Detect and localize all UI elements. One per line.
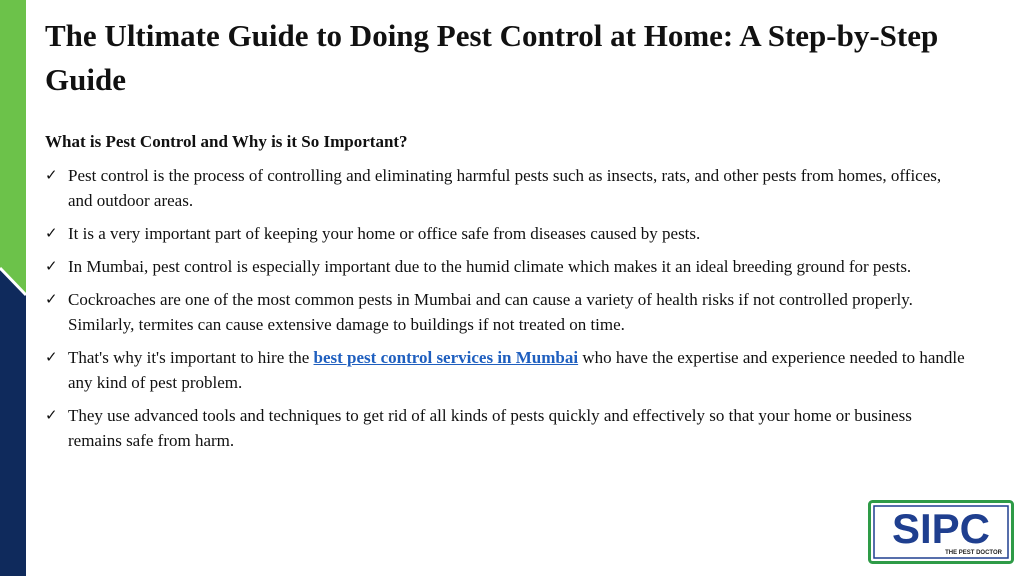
- checkmark-icon: ✓: [45, 166, 58, 184]
- list-item: [45, 345, 965, 395]
- checkmark-icon: ✓: [45, 257, 58, 275]
- list-item-text-before-link: That's why it's important to hire the: [68, 348, 314, 367]
- svg-text:SIPC: SIPC: [891, 505, 991, 552]
- section-heading: What is Pest Control and Why is it So Important?: [45, 132, 408, 151]
- checkmark-icon: ✓: [45, 348, 58, 366]
- list-item: [45, 287, 965, 337]
- side-accent-bar: [0, 0, 26, 576]
- list-item: [45, 254, 965, 279]
- list-item-text: Cockroaches are one of the most common pests in Mumbai and can cause a variety of health risks if not controlled properly. Similarly, termites can cause extensive damage to buildings if not treated on time.: [68, 290, 913, 334]
- pest-control-services-link[interactable]: best pest control services in Mumbai: [313, 348, 579, 367]
- checkmark-icon: ✓: [45, 406, 58, 424]
- list-item-text: In Mumbai, pest control is especially important due to the humid climate which makes it an ideal breeding ground for pests.: [68, 257, 912, 276]
- checkmark-icon: ✓: [45, 224, 58, 242]
- svg-text:THE PEST DOCTOR: THE PEST DOCTOR: [945, 550, 1002, 556]
- checkmark-icon: ✓: [45, 290, 58, 308]
- list-item: [45, 221, 965, 246]
- list-item: [45, 403, 965, 453]
- list-item-text: It is a very important part of keeping your home or office safe from diseases caused by pests.: [68, 224, 701, 243]
- list-item-text: Pest control is the process of controlling and eliminating harmful pests such as insects, rats, and other pests from homes, offices, and outdoor areas.: [68, 166, 942, 210]
- page-title: The Ultimate Guide to Doing Pest Control at Home: A Step-by-Step Guide: [45, 18, 939, 97]
- list-item: [45, 163, 965, 213]
- list-item-text-after-link: who have the expertise and experience needed to handle any kind of pest problem.: [68, 348, 965, 392]
- sipc-logo: [868, 500, 1014, 564]
- bullet-list: [45, 163, 965, 461]
- list-item-text: They use advanced tools and techniques to get rid of all kinds of pests quickly and effectively so that your home or business remains safe from harm.: [68, 406, 912, 450]
